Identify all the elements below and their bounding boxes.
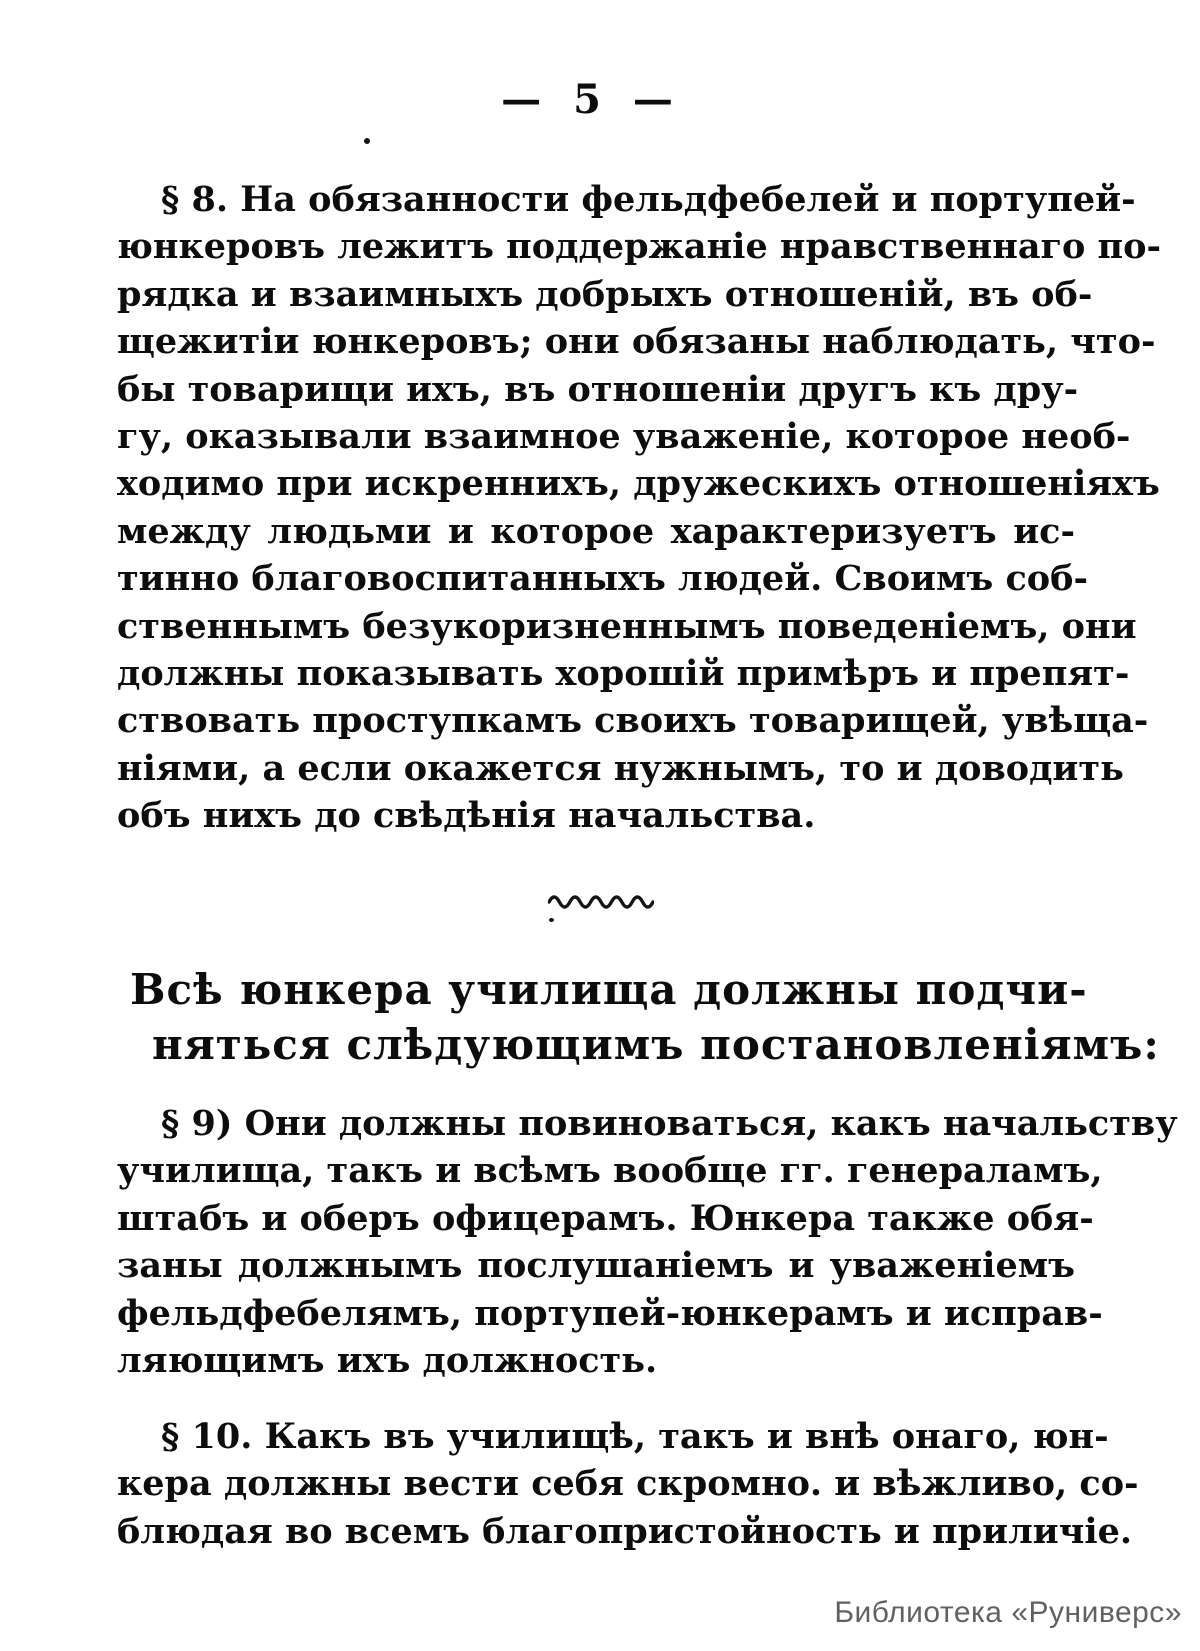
text-line: гу, оказывали взаимное уваженіе, которое необ- <box>117 415 1131 457</box>
text-line: училища, такъ и всѣмъ вообще гг. генераламъ, <box>117 1150 1103 1192</box>
section-heading <box>130 962 1160 1072</box>
text-line: должны показывать хорошій примѣръ и препят- <box>117 652 1130 694</box>
text-line: § 10. Какъ въ училищѣ, такъ и внѣ онаго, юн- <box>161 1416 1109 1457</box>
text-line: заны должнымъ послушаніемъ и уваженіемъ <box>117 1245 1075 1287</box>
text-line: блюдая во всемъ благопристойность и приличіе. <box>117 1510 1133 1552</box>
text-line: щежитіи юнкеровъ; они обязаны наблюдать, что- <box>117 321 1156 363</box>
heading-line: няться слѣдующимъ постановленіямъ: <box>152 1020 1160 1069</box>
text-line: § 8. На обязанности фельдфебелей и портупей- <box>161 179 1136 220</box>
text-line: ственнымъ безукоризненнымъ поведеніемъ, они <box>117 605 1137 647</box>
text-line: ходимо при искреннихъ, дружескихъ отношеніяхъ <box>117 463 1160 505</box>
text-line: § 9) Они должны повиноваться, какъ начальству <box>161 1103 1178 1144</box>
paragraph-section-8 <box>117 176 1161 839</box>
paragraph-section-10 <box>117 1413 1139 1555</box>
text-line: кера должны вести себя скромно. и вѣжливо, со- <box>117 1463 1139 1505</box>
text-line: бы товарищи ихъ, въ отношеніи другъ къ дру- <box>117 368 1079 410</box>
heading-line: Всѣ юнкера училища должны подчи- <box>130 965 1088 1014</box>
ink-speck <box>549 918 554 922</box>
text-line: ляющимъ ихъ должность. <box>117 1339 658 1381</box>
text-line: между людьми и которое характеризуетъ ис- <box>117 510 1075 552</box>
text-line: объ нихъ до свѣдѣнія начальства. <box>117 795 816 837</box>
text-line: рядка и взаимныхъ добрыхъ отношеній, въ об- <box>117 273 1093 315</box>
library-watermark: Библиотека «Руниверс» <box>834 1596 1182 1629</box>
ink-speck <box>364 138 370 144</box>
text-line: ствовать проступкамъ своихъ товарищей, увѣща- <box>117 700 1149 742</box>
paragraph-section-9 <box>117 1100 1178 1384</box>
text-line: юнкеровъ лежитъ поддержаніе нравственнаго по- <box>117 226 1161 268</box>
text-line: фельдфебелямъ, портупей-юнкерамъ и исправ- <box>117 1292 1103 1334</box>
wavy-divider <box>548 893 654 911</box>
text-line: штабъ и оберъ офицерамъ. Юнкера также обя- <box>117 1197 1094 1239</box>
text-line: ніями, а если окажется нужнымъ, то и доводить <box>117 747 1124 789</box>
text-line: тинно благовоспитанныхъ людей. Своимъ соб- <box>117 558 1088 600</box>
page-number: — 5 — <box>501 76 674 123</box>
